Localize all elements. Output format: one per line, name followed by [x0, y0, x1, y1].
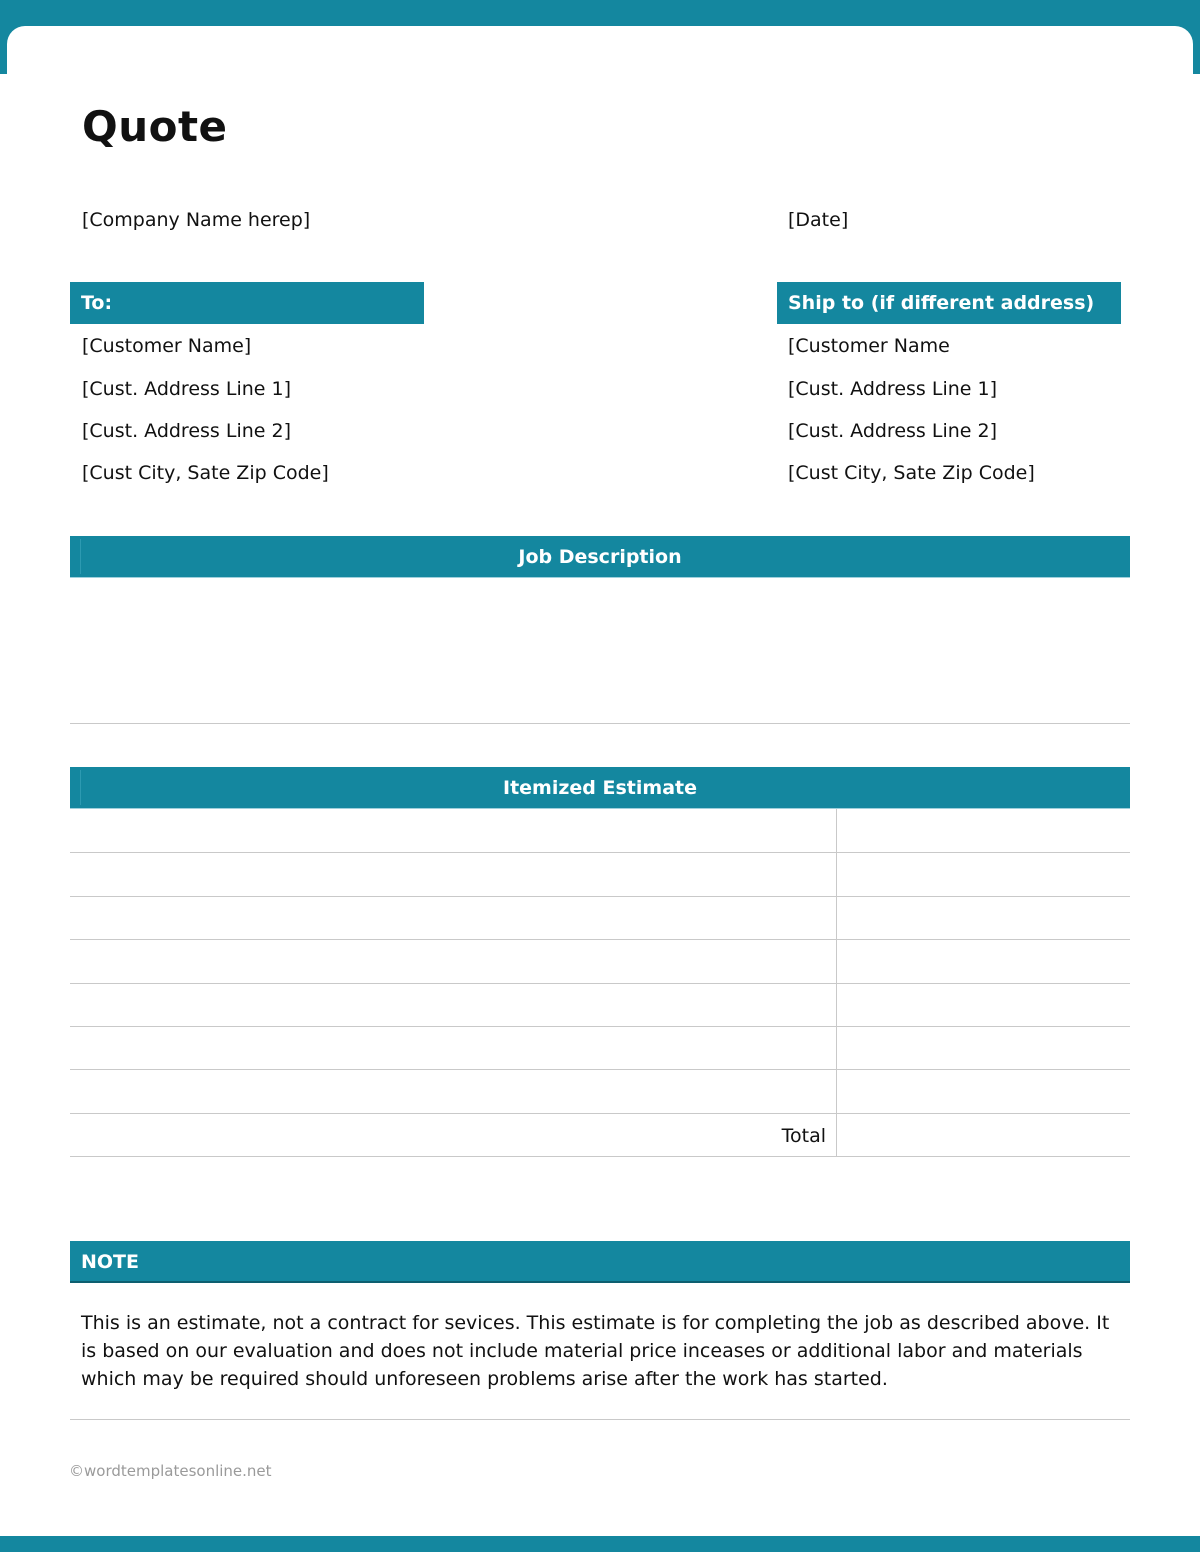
estimate-amount-cell[interactable] [838, 1070, 1130, 1113]
job-description-heading: Job Description [70, 536, 1130, 578]
note-text: This is an estimate, not a contract for sevices. This estimate is for completing the job as described above. It is based on our evaluation and does not include material price inceases or additional labor and materials which may be required should unforeseen problems arise after the work has started. [81, 1312, 1110, 1390]
estimate-amount-cell[interactable] [838, 940, 1130, 983]
to-address-line-2: [Cust. Address Line 2] [82, 420, 291, 442]
ship-to-address-line-2: [Cust. Address Line 2] [788, 420, 997, 442]
estimate-item-cell[interactable] [70, 853, 835, 896]
total-label: Total [781, 1125, 826, 1147]
page-title: Quote [82, 102, 228, 151]
company-name: [Company Name herep] [82, 209, 311, 231]
job-description-rule [70, 723, 1130, 724]
estimate-amount-cell[interactable] [838, 853, 1130, 896]
note-bottom-rule [70, 1419, 1130, 1420]
to-customer-name: [Customer Name] [82, 335, 252, 357]
itemized-estimate-heading: Itemized Estimate [70, 767, 1130, 809]
bottom-frame-band [0, 1536, 1200, 1552]
note-heading: NOTE [70, 1241, 1130, 1283]
ship-to-address-line-1: [Cust. Address Line 1] [788, 378, 997, 400]
total-amount-cell[interactable] [838, 1114, 1130, 1156]
to-address-line-1: [Cust. Address Line 1] [82, 378, 291, 400]
ship-to-city-state-zip: [Cust City, Sate Zip Code] [788, 462, 1035, 484]
estimate-item-cell[interactable] [70, 940, 835, 983]
estimate-amount-cell[interactable] [838, 897, 1130, 939]
estimate-item-cell[interactable] [70, 810, 835, 852]
estimate-item-cell[interactable] [70, 1027, 835, 1069]
estimate-item-cell[interactable] [70, 1070, 835, 1113]
ship-to-customer-name: [Customer Name [788, 335, 950, 357]
to-city-state-zip: [Cust City, Sate Zip Code] [82, 462, 329, 484]
estimate-table-bottom-rule [70, 1156, 1130, 1157]
footer-copyright: ©wordtemplatesonline.net [69, 1462, 272, 1480]
quote-date: [Date] [788, 209, 849, 231]
to-heading: To: [70, 282, 424, 324]
estimate-item-cell[interactable] [70, 984, 835, 1026]
estimate-amount-cell[interactable] [838, 1027, 1130, 1069]
ship-to-heading: Ship to (if different address) [777, 282, 1121, 324]
estimate-item-cell[interactable] [70, 897, 835, 939]
estimate-amount-cell[interactable] [838, 984, 1130, 1026]
job-description-field[interactable] [70, 579, 1130, 723]
estimate-amount-cell[interactable] [838, 810, 1130, 852]
